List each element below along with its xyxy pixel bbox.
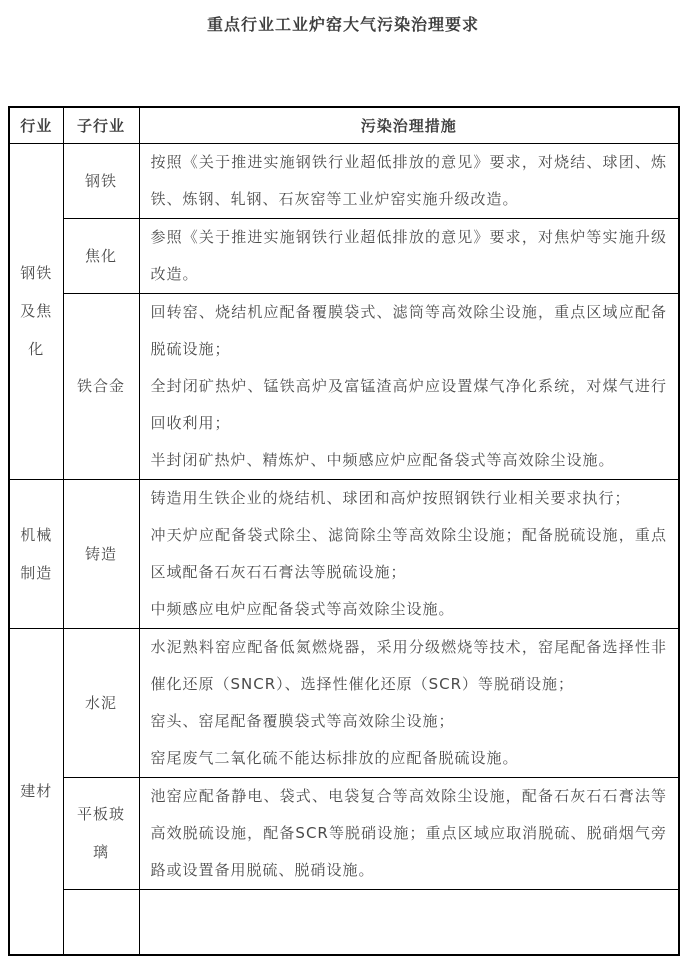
header-row	[9, 107, 679, 143]
sub-industry-cell	[63, 889, 139, 955]
measure-paragraph: 窑尾废气二氧化硫不能达标排放的应配备脱硫设施。	[150, 748, 519, 767]
sub-industry-cell: 钢铁	[63, 143, 139, 218]
table-row	[9, 777, 679, 889]
table-row	[9, 218, 679, 293]
sub-industry-cell: 铁合金	[63, 293, 139, 479]
measure-paragraph: 冲天炉应配备袋式除尘、滤筒除尘等高效除尘设施；配备脱硫设施，重点区域配备石灰石石膏法等脱硫设施；	[150, 525, 667, 581]
measures-cell	[139, 628, 679, 777]
page-title: 重点行业工业炉窑大气污染治理要求	[206, 15, 479, 34]
sub-industry-cell: 水泥	[63, 628, 139, 777]
measures-cell	[139, 143, 679, 218]
sub-industry-cell: 焦化	[63, 218, 139, 293]
col-header-industry: 行业	[9, 107, 63, 143]
col-header-measures: 污染治理措施	[139, 107, 679, 143]
measure-paragraph: 半封闭矿热炉、精炼炉、中频感应炉应配备袋式等高效除尘设施。	[150, 450, 615, 469]
measures-cell	[139, 293, 679, 479]
document-page	[0, 13, 686, 908]
measure-paragraph: 回转窑、烧结机应配备覆膜袋式、滤筒等高效除尘设施，重点区域应配备脱硫设施；	[150, 302, 667, 358]
table-body	[9, 143, 679, 955]
table-row	[9, 479, 679, 628]
measures-cell	[139, 889, 679, 955]
table-row-cutoff	[9, 889, 679, 955]
measures-cell	[139, 218, 679, 293]
measure-paragraph: 参照《关于推进实施钢铁行业超低排放的意见》要求，对焦炉等实施升级改造。	[150, 227, 667, 283]
table-row	[9, 143, 679, 218]
measure-paragraph: 窑头、窑尾配备覆膜袋式等高效除尘设施；	[150, 711, 455, 730]
measure-paragraph: 按照《关于推进实施钢铁行业超低排放的意见》要求，对烧结、球团、炼铁、炼钢、轧钢、石灰窑等工业炉窑实施升级改造。	[150, 152, 667, 208]
sub-industry-cell: 铸造	[63, 479, 139, 628]
industry-cell: 机械制造	[9, 479, 63, 628]
measure-paragraph: 铸造用生铁企业的烧结机、球团和高炉按照钢铁行业相关要求执行；	[150, 488, 631, 507]
table-header	[9, 107, 679, 143]
col-header-sub-industry: 子行业	[63, 107, 139, 143]
measures-cell	[139, 777, 679, 889]
industry-cell: 建材	[9, 628, 63, 955]
table-row	[9, 628, 679, 777]
measure-paragraph: 中频感应电炉应配备袋式等高效除尘设施。	[150, 599, 455, 618]
measure-paragraph: 池窑应配备静电、袋式、电袋复合等高效除尘设施，配备石灰石石膏法等高效脱硫设施，配备SCR等脱硝设施；重点区域应取消脱硫、脱硝烟气旁路或设置备用脱硫、脱硝设施。	[150, 786, 667, 879]
sub-industry-cell: 平板玻璃	[63, 777, 139, 889]
table-row	[9, 293, 679, 479]
measures-cell	[139, 479, 679, 628]
measure-paragraph: 水泥熟料窑应配备低氮燃烧器，采用分级燃烧等技术，窑尾配备选择性非催化还原（SNCR）、选择性催化还原（SCR）等脱硝设施；	[150, 637, 667, 693]
pollution-control-table	[8, 106, 680, 956]
industry-cell: 钢铁及焦化	[9, 143, 63, 479]
measure-paragraph: 全封闭矿热炉、锰铁高炉及富锰渣高炉应设置煤气净化系统，对煤气进行回收利用；	[150, 376, 667, 432]
